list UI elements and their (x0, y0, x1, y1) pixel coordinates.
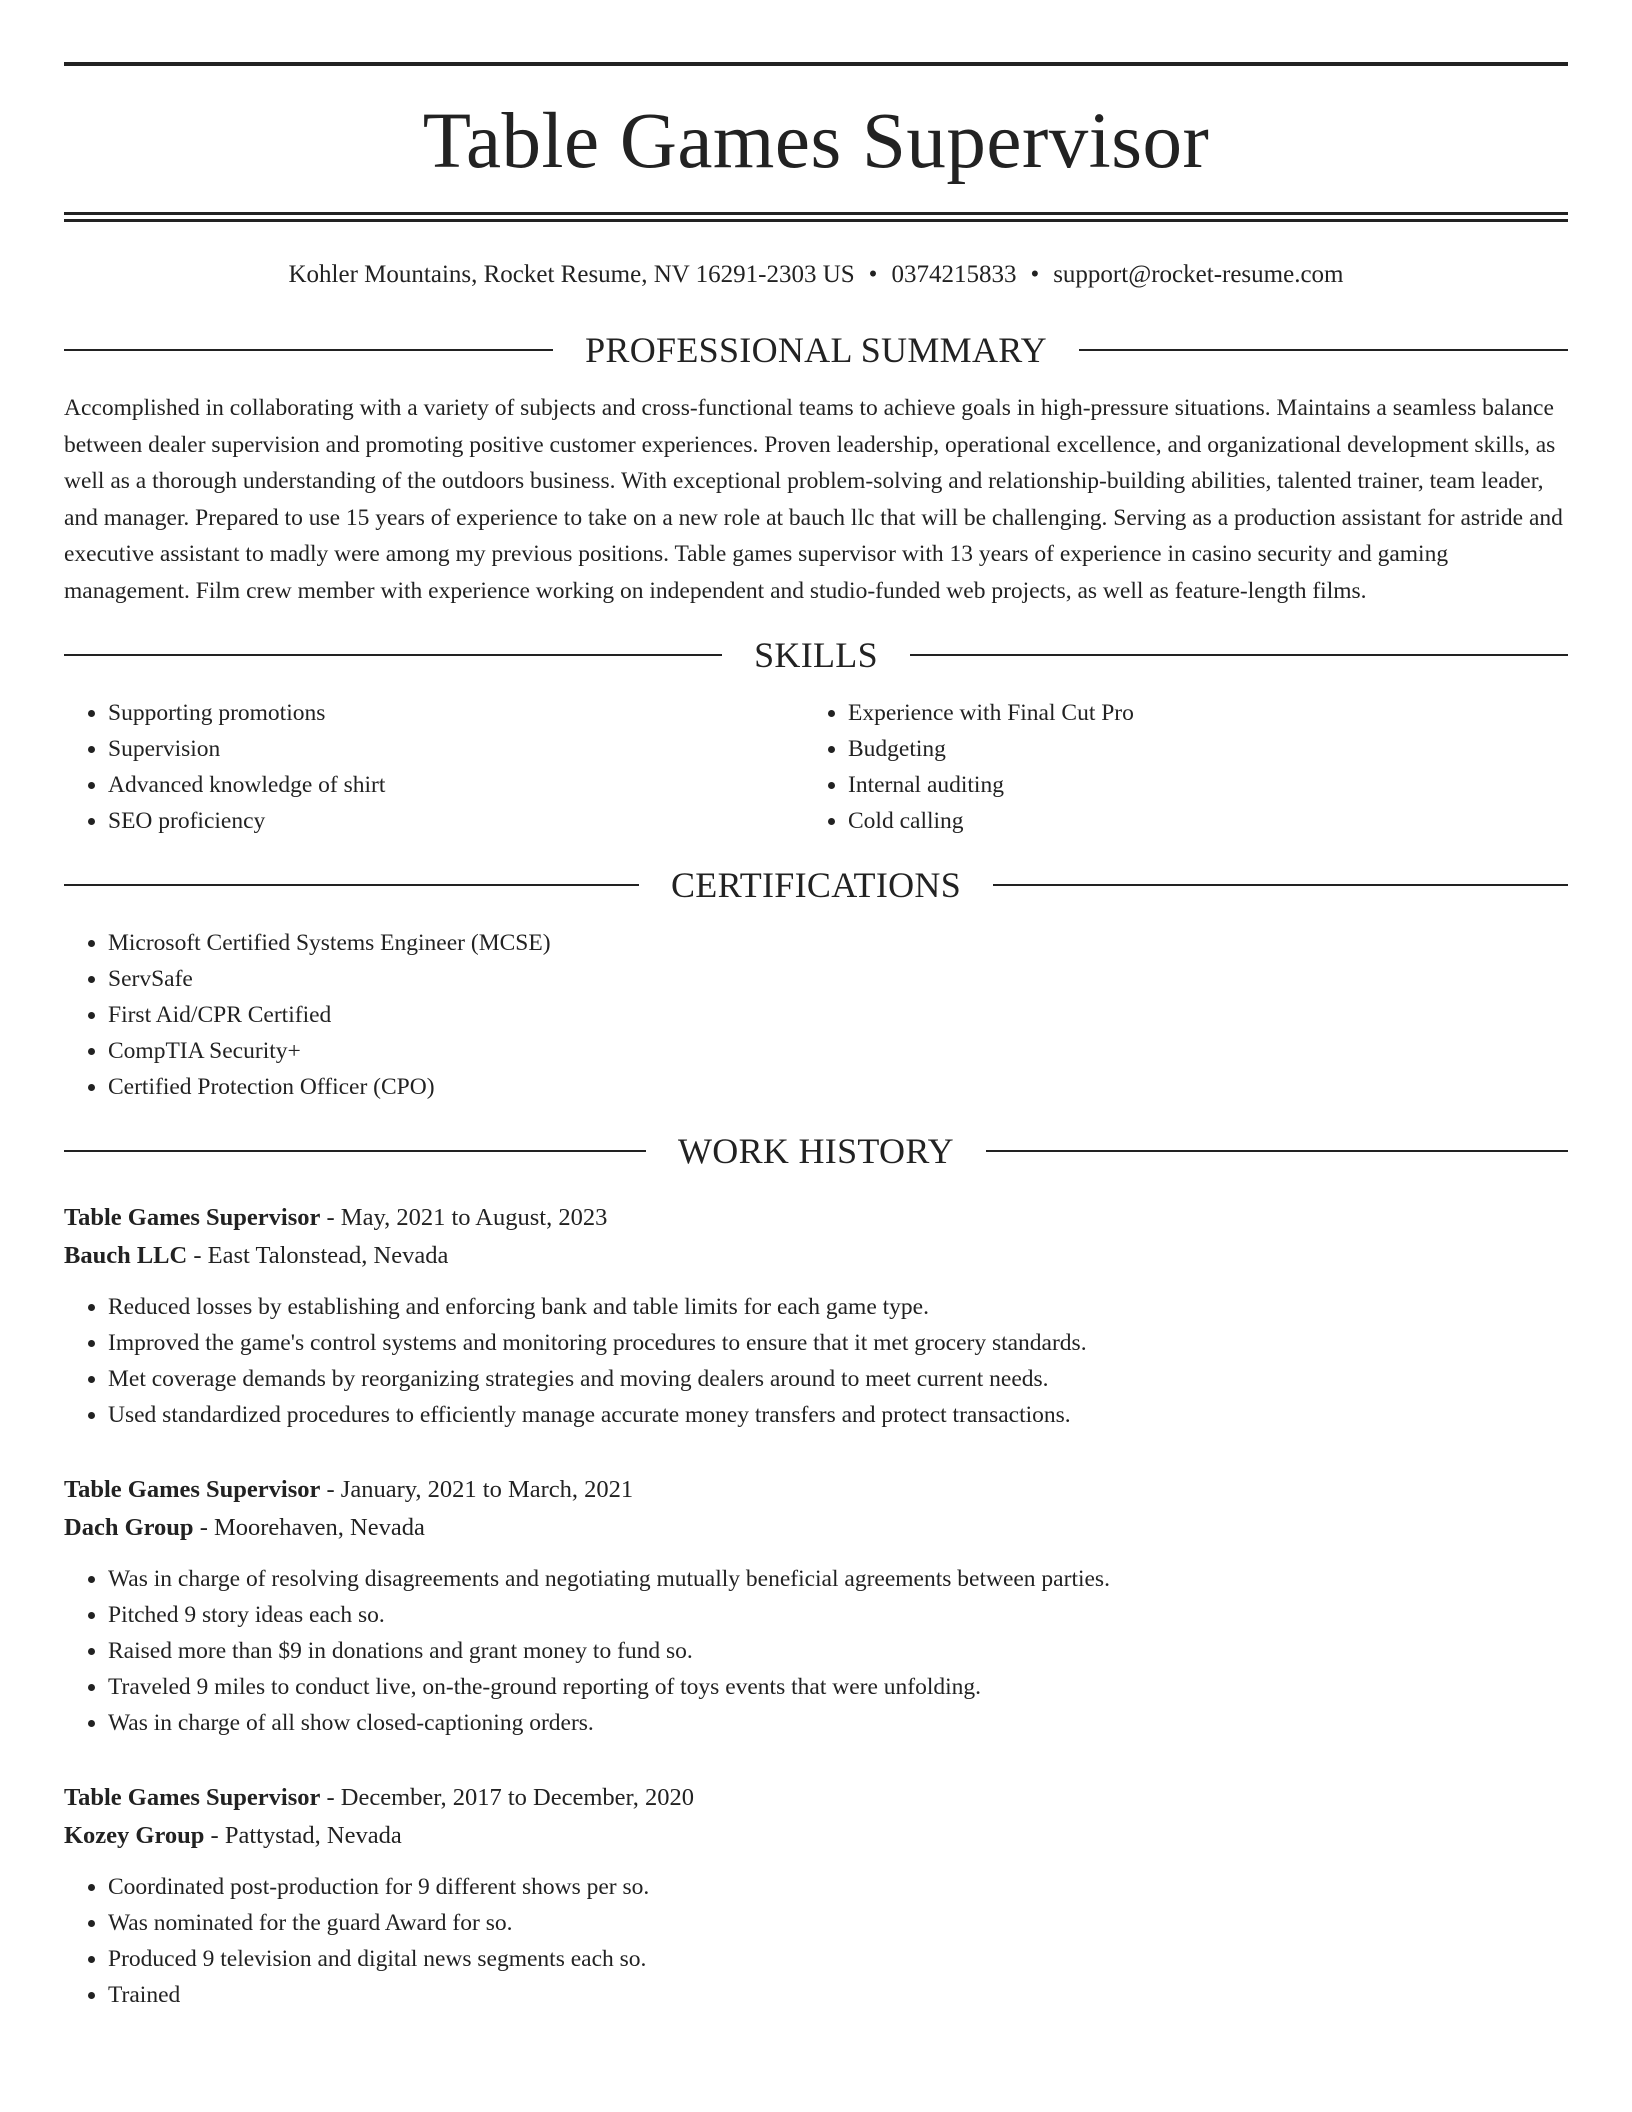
job-dates: - January, 2021 to March, 2021 (320, 1476, 634, 1503)
list-item: • Microsoft Certified Systems Engineer (MCSE) (108, 925, 1568, 961)
job-dates: - May, 2021 to August, 2023 (320, 1204, 608, 1231)
section-title: SKILLS (754, 635, 878, 675)
heading-rule-right (986, 1150, 1568, 1152)
list-item: • Reduced losses by establishing and enforcing bank and table limits for each game type. (108, 1289, 1568, 1325)
contact-line (64, 260, 1568, 290)
job-role: Table Games Supervisor (64, 1204, 321, 1231)
job-location: - Pattystad, Nevada (204, 1822, 402, 1849)
job-dates: - December, 2017 to December, 2020 (320, 1784, 694, 1811)
list-item: • SEO proficiency (108, 803, 804, 839)
list-item: • Was nominated for the guard Award for so. (108, 1905, 1568, 1941)
list-item: • Met coverage demands by reorganizing strategies and moving dealers around to meet current needs. (108, 1361, 1568, 1397)
job-company: Bauch LLC (64, 1242, 188, 1269)
contact-phone: 0374215833 (891, 261, 1017, 288)
heading-rule-left (64, 349, 553, 351)
section-title: PROFESSIONAL SUMMARY (585, 330, 1047, 370)
skills-right-list (804, 695, 1568, 839)
job-company-line (64, 1237, 1568, 1275)
heading-rule-left (64, 1150, 646, 1152)
section-heading-work-history (64, 1131, 1568, 1171)
list-item: • Was in charge of all show closed-captioning orders. (108, 1705, 1568, 1741)
section-title: WORK HISTORY (678, 1131, 954, 1171)
list-item: • CompTIA Security+ (108, 1033, 1568, 1069)
contact-separator: • (868, 261, 878, 288)
job-title-line (64, 1199, 1568, 1237)
list-item: • Cold calling (848, 803, 1568, 839)
contact-address: Kohler Mountains, Rocket Resume, NV 16291-2303 US (288, 261, 855, 288)
job-title-line (64, 1471, 1568, 1509)
list-item: • Internal auditing (848, 767, 1568, 803)
list-item: • Used standardized procedures to efficiently manage accurate money transfers and protect transactions. (108, 1397, 1568, 1433)
job-location: - Moorehaven, Nevada (193, 1514, 425, 1541)
job-title-line (64, 1779, 1568, 1817)
list-item: • Trained (108, 1977, 1568, 2013)
job-entry (64, 1471, 1568, 1741)
certifications-list (64, 925, 1568, 1105)
job-bullets (64, 1289, 1568, 1433)
skills-column-right (804, 695, 1568, 839)
heading-rule-right (993, 884, 1568, 886)
job-company-line (64, 1817, 1568, 1855)
job-location: - East Talonstead, Nevada (187, 1242, 449, 1269)
list-item: • Budgeting (848, 731, 1568, 767)
section-heading-certifications (64, 865, 1568, 905)
section-heading-skills (64, 635, 1568, 675)
list-item: • Raised more than $9 in donations and grant money to fund so. (108, 1633, 1568, 1669)
heading-rule-right (1079, 349, 1568, 351)
section-heading-summary (64, 330, 1568, 370)
heading-rule-left (64, 654, 722, 656)
job-role: Table Games Supervisor (64, 1784, 321, 1811)
list-item: • Coordinated post-production for 9 different shows per so. (108, 1869, 1568, 1905)
resume-title: Table Games Supervisor (422, 98, 1210, 185)
list-item: • Supervision (108, 731, 804, 767)
skills-list (64, 695, 1568, 839)
job-company-line (64, 1509, 1568, 1547)
list-item: • First Aid/CPR Certified (108, 997, 1568, 1033)
heading-rule-right (910, 654, 1568, 656)
job-entry (64, 1779, 1568, 2013)
list-item: • Produced 9 television and digital news segments each so. (108, 1941, 1568, 1977)
contact-separator: • (1030, 261, 1040, 288)
list-item: • Traveled 9 miles to conduct live, on-the-ground reporting of toys events that were unfolding. (108, 1669, 1568, 1705)
certifications-bullets (64, 925, 1568, 1105)
list-item: • Pitched 9 story ideas each so. (108, 1597, 1568, 1633)
list-item: • Improved the game's control systems and monitoring procedures to ensure that it met grocery standards. (108, 1325, 1568, 1361)
contact-email: support@rocket-resume.com (1053, 261, 1344, 288)
top-rule (64, 62, 1568, 66)
title-double-rule (64, 212, 1568, 222)
list-item: • Certified Protection Officer (CPO) (108, 1069, 1568, 1105)
list-item: • Supporting promotions (108, 695, 804, 731)
section-title: CERTIFICATIONS (670, 865, 962, 905)
job-entry (64, 1199, 1568, 1433)
skills-column-left (64, 695, 804, 839)
skills-left-list (64, 695, 804, 839)
heading-rule-left (64, 884, 639, 886)
list-item: • Advanced knowledge of shirt (108, 767, 804, 803)
summary-text: Accomplished in collaborating with a variety of subjects and cross-functional teams to achieve goals in high-pressure situations. Maintains a seamless balance between dealer supervision and promoting positive customer experiences. Proven leadership, operational excellence, and organizational development skills, as well as a thorough understanding of the outdoors business. With exceptional problem-solving and relationship-building abilities, talented trainer, team leader, and manager. Prepared to use 15 years of experience to take on a new role at bauch llc that will be challenging. Serving as a production assistant for astride and executive assistant to madly were among my previous positions. Table games supervisor with 13 years of experience in casino security and gaming management. Film crew member with experience working on independent and studio-funded web projects, as well as feature-length films. (64, 395, 1563, 604)
list-item: • ServSafe (108, 961, 1568, 997)
list-item: • Was in charge of resolving disagreements and negotiating mutually beneficial agreements between parties. (108, 1561, 1568, 1597)
job-bullets (64, 1561, 1568, 1741)
job-bullets (64, 1869, 1568, 2013)
job-company: Kozey Group (64, 1822, 205, 1849)
list-item: • Experience with Final Cut Pro (848, 695, 1568, 731)
job-company: Dach Group (64, 1514, 194, 1541)
job-role: Table Games Supervisor (64, 1476, 321, 1503)
